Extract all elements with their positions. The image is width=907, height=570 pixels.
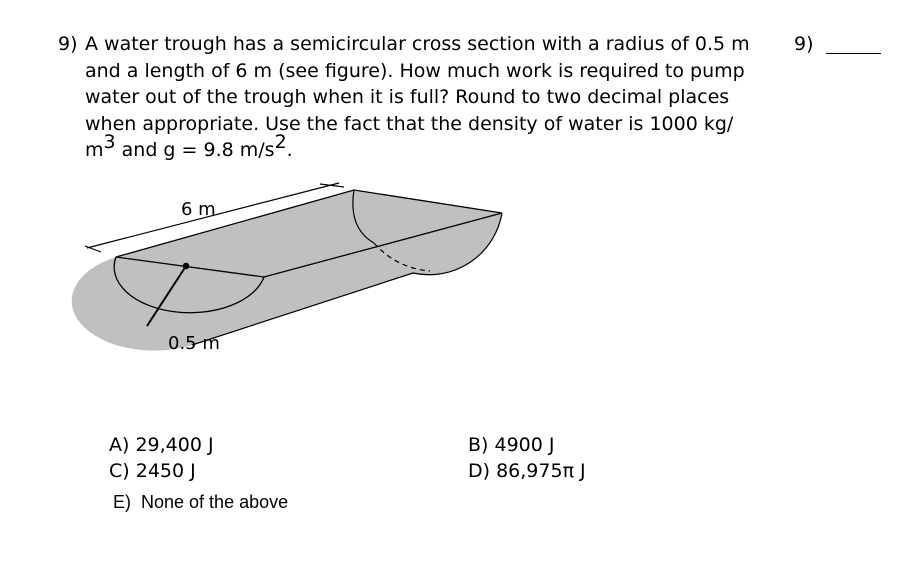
choice-d-letter: D) — [468, 460, 491, 482]
choice-a-text: 29,400 J — [135, 434, 214, 456]
choice-e-text: None of the above — [141, 492, 289, 512]
choice-a[interactable] — [109, 433, 214, 457]
question-line-3: water out of the trough when it is full? Round to two decimal places — [85, 86, 730, 108]
choice-b-letter: B) — [468, 434, 489, 456]
question-line-1: A water trough has a semicircular cross section with a radius of 0.5 m — [85, 33, 750, 55]
choice-e-letter: E) — [113, 492, 131, 512]
question-line-4: when appropriate. Use the fact that the density of water is 1000 kg/ — [85, 112, 734, 135]
choice-e[interactable] — [113, 490, 288, 514]
answer-label: 9) — [794, 33, 814, 55]
length-label: 6 m — [181, 199, 216, 220]
gravity-text: and g = 9.8 m/s — [115, 139, 275, 161]
density-unit-base: m — [85, 139, 104, 161]
density-unit-exponent: 3 — [103, 131, 116, 153]
center-dot — [183, 263, 190, 270]
question-number: 9) — [58, 33, 78, 55]
question-line-2: and a length of 6 m (see figure). How much work is required to pump — [85, 59, 745, 82]
choice-b-text: 4900 J — [494, 434, 555, 456]
choice-d[interactable] — [468, 459, 586, 483]
gravity-exponent: 2 — [274, 131, 287, 153]
choice-b[interactable] — [468, 433, 555, 457]
question-end-period: . — [286, 139, 293, 161]
choice-a-letter: A) — [109, 434, 130, 456]
choice-d-text: 86,975π J — [496, 460, 586, 482]
radius-label: 0.5 m — [168, 333, 220, 354]
choice-c-text: 2450 J — [135, 460, 196, 482]
choice-c[interactable] — [109, 459, 196, 483]
choice-c-letter: C) — [109, 460, 130, 482]
